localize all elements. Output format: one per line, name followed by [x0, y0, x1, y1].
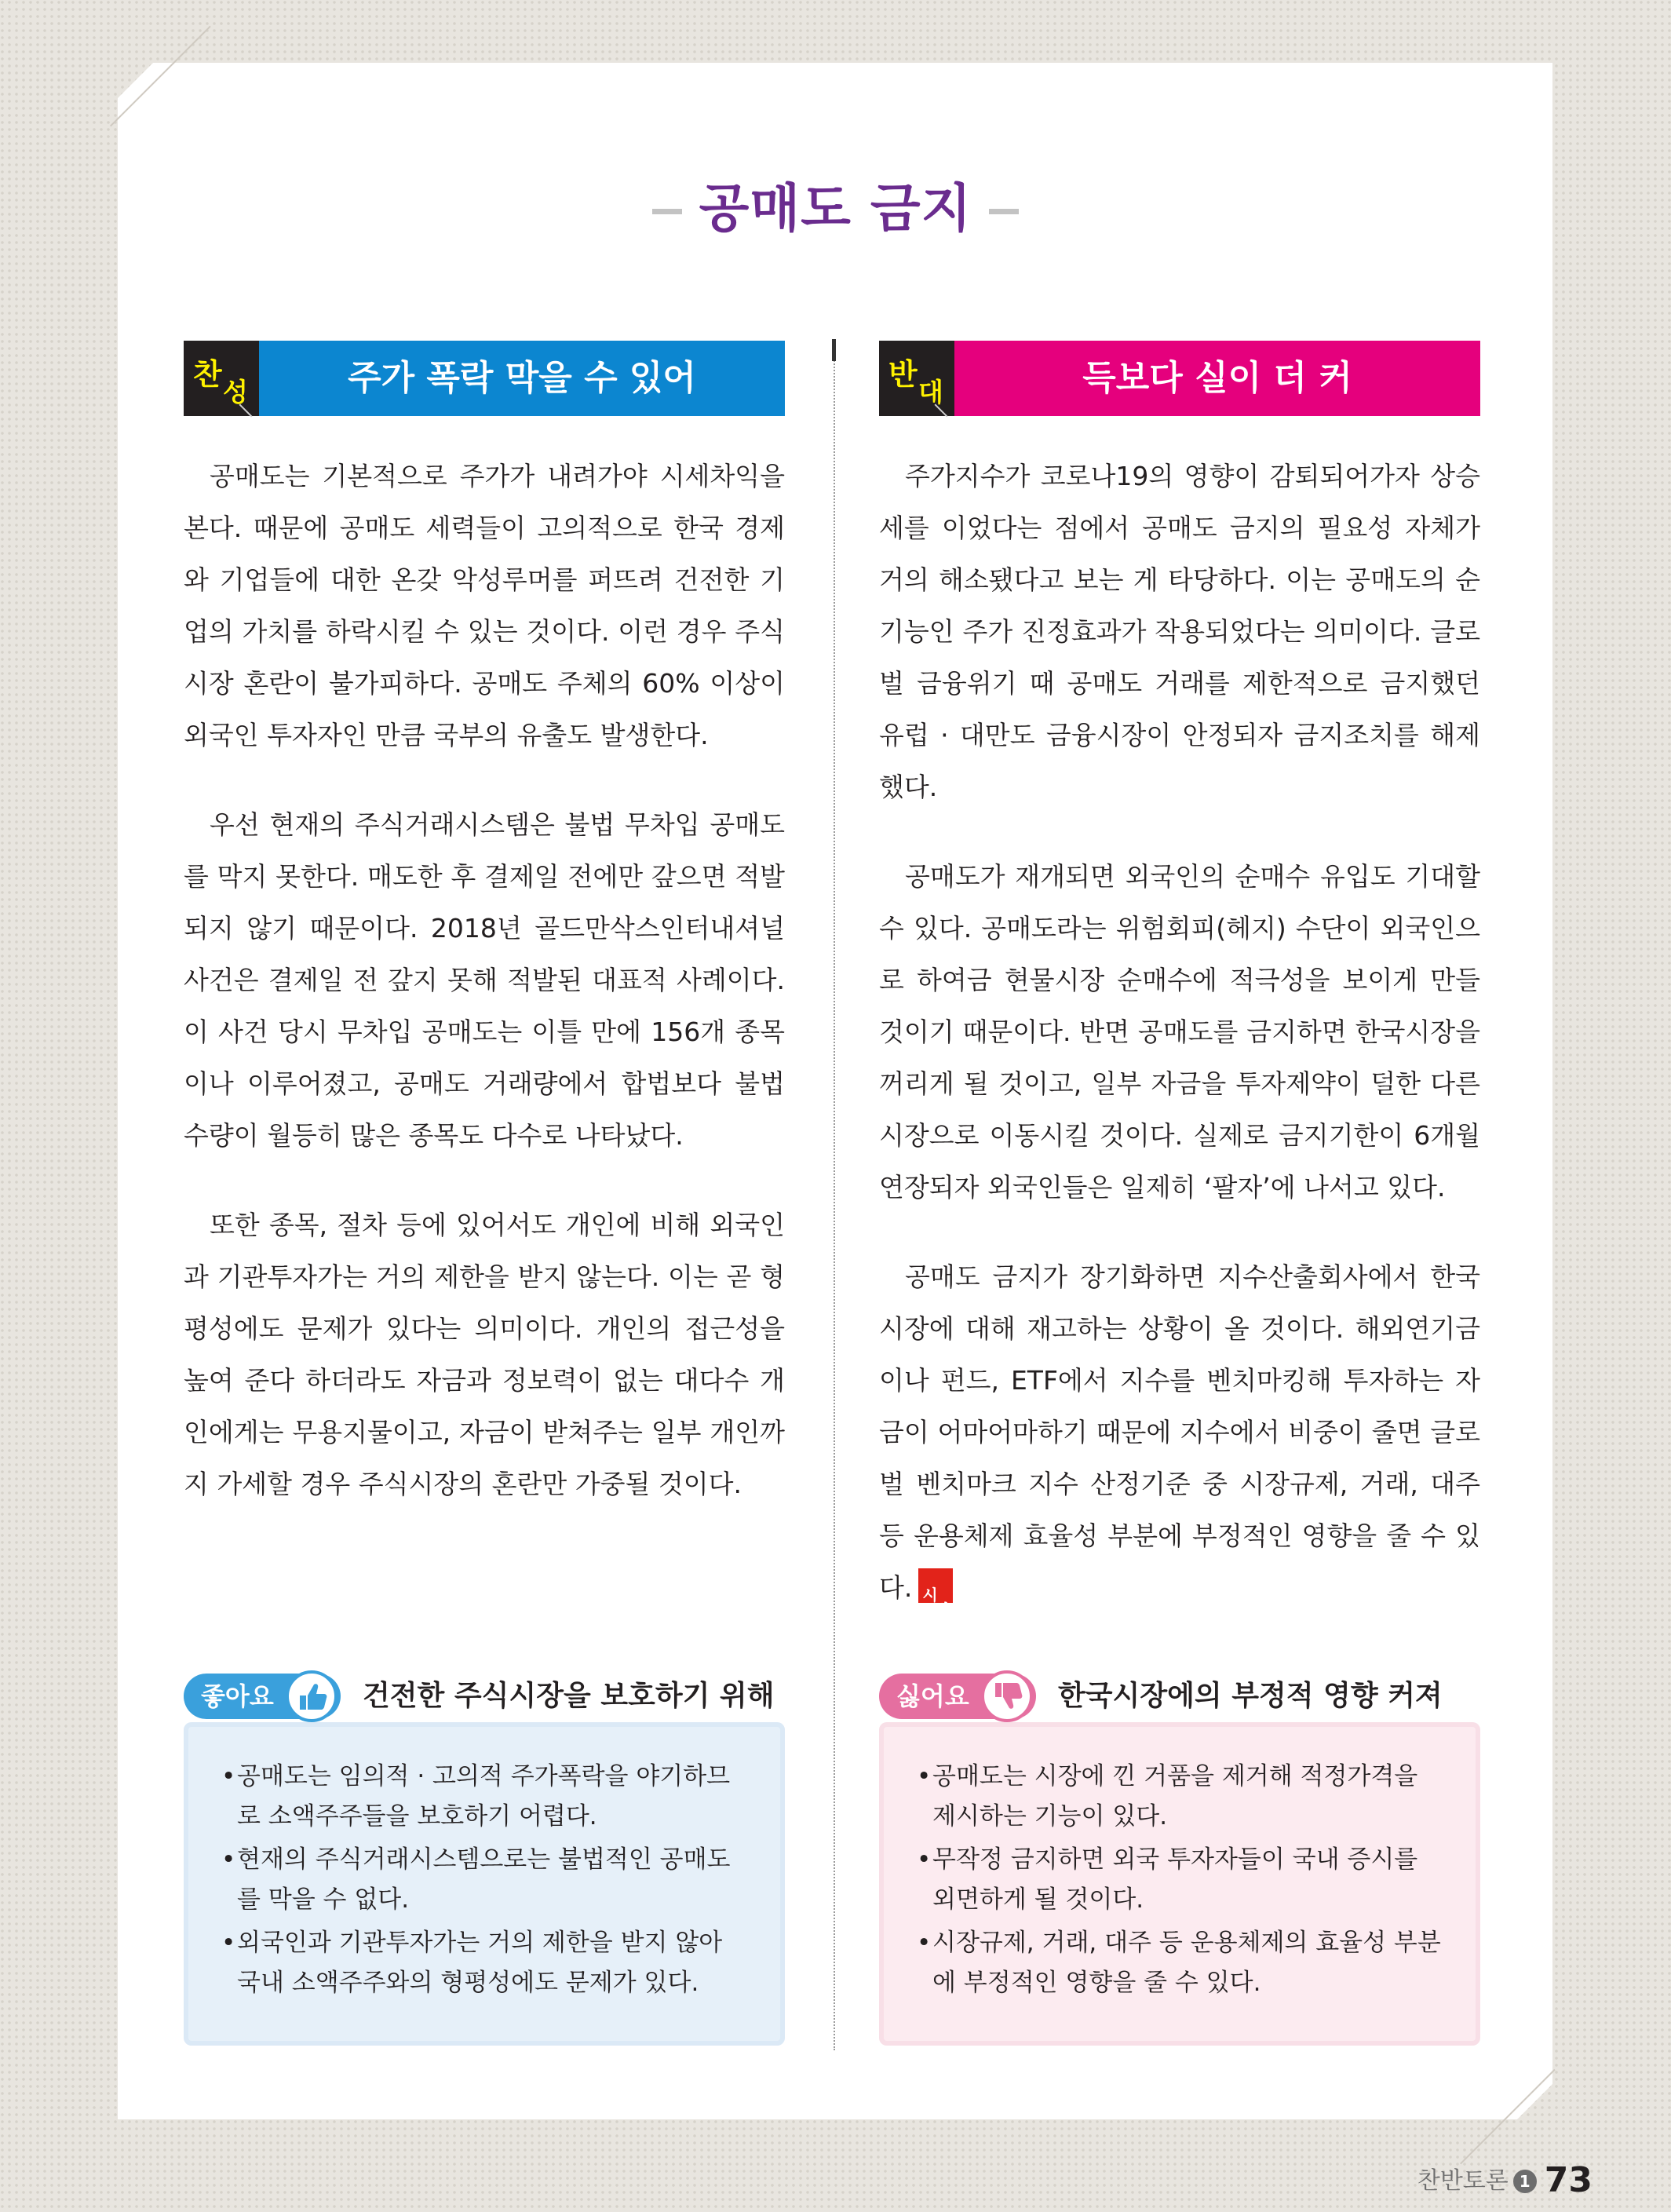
column-divider: [834, 339, 835, 2050]
pro-paragraph-1: 공매도는 기본적으로 주가가 내려가야 시세차익을 본다. 때문에 공매도 세력들이 고의적으로 한국 경제와 기업들에 대한 온갖 악성루머를 퍼뜨려 건전한 기업의 가치를 하락시킬 수 있는 것이다. 이런 경우 주식시장 혼란이 불가피하다. 공매도 주체의 60% 이상이 외국인 투자자인 만큼 국부의 유출도 발생한다.: [184, 461, 785, 750]
con-summary-item: • 무작정 금지하면 외국 투자자들이 국내 증시를 외면하게 될 것이다.: [932, 1840, 1449, 1920]
con-badge: [879, 341, 954, 416]
thumbs-down-icon: [981, 1670, 1033, 1722]
pro-summary-item: • 공매도는 임의적 · 고의적 주가폭락을 야기하므로 소액주주들을 보호하기 어렵다.: [237, 1757, 753, 1837]
book-title: 찬반토론: [1417, 2167, 1509, 2195]
con-headline: 득보다 실이 더 커: [954, 341, 1480, 416]
pro-summary-title: [184, 1670, 785, 1722]
pro-summary-item: • 외국인과 기관투자가는 거의 제한을 받지 않아 국내 소액주주와의 형평성에도 문제가 있다.: [237, 1923, 753, 2003]
like-tag-label: 좋아요: [201, 1681, 274, 1711]
pro-headline: 주가 폭락 막을 수 있어: [259, 341, 785, 416]
dislike-tag-label: 싫어요: [896, 1681, 969, 1711]
page-number: 73: [1544, 2160, 1593, 2200]
page-title: [0, 166, 1671, 241]
con-paragraph-1: 주가지수가 코로나19의 영향이 감퇴되어가자 상승세를 이었다는 점에서 공매도 금지의 필요성 자체가 거의 해소됐다고 보는 게 타당하다. 이는 공매도의 순기능인 주가 진정효과가 작용되었다는 의미이다. 글로벌 금융위기 때 공매도 거래를 제한적으로 금지했던 유럽 · 대만도 금융시장이 안정되자 금지조치를 해제했다.: [879, 461, 1480, 802]
con-paragraph-3: [879, 1251, 1480, 1619]
end-mark-char-1: 시: [922, 1586, 938, 1604]
pro-summary-list: [237, 1757, 753, 2003]
title-dash-left: [652, 209, 682, 214]
like-tag: [184, 1674, 341, 1719]
pro-badge-char-1: 찬: [193, 357, 222, 392]
end-mark-char-2: 대: [933, 1601, 949, 1619]
title-text: 공매도 금지: [699, 178, 972, 239]
pro-header: [184, 341, 785, 416]
con-body: [879, 451, 1480, 1652]
con-summary-item: • 공매도는 시장에 낀 거품을 제거해 적정가격을 제시하는 기능이 있다.: [932, 1757, 1449, 1837]
pro-badge-char-2: 성: [223, 377, 248, 407]
divider-tick: [832, 339, 836, 361]
page-footer: [1417, 2160, 1593, 2200]
con-paragraph-3-text: 공매도 금지가 장기화하면 지수산출회사에서 한국시장에 대해 재고하는 상황이 올 것이다. 해외연기금이나 펀드, ETF에서 지수를 벤치마킹해 투자하는 자금이 어마어마하기 때문에 지수에서 비중이 줄면 글로벌 벤치마크 지수 산정기준 중 시장규제, 거래, 대주 등 운용체제 효율성 부분에 부정적인 영향을 줄 수 있다.: [879, 1261, 1480, 1603]
pro-paragraph-2: 우선 현재의 주식거래시스템은 불법 무차입 공매도를 막지 못한다. 매도한 후 결제일 전에만 갚으면 적발되지 않기 때문이다. 2018년 골드만삭스인터내셔널 사건은 결제일 전 갚지 못해 적발된 대표적 사례이다. 이 사건 당시 무차입 공매도는 이틀 만에 156개 종목이나 이루어졌고, 공매도 거래량에서 합법보다 불법 수량이 월등히 많은 종목도 다수로 나타났다.: [184, 809, 785, 1151]
pro-summary-box: [184, 1722, 785, 2046]
pro-body: [184, 451, 785, 1548]
con-badge-char-2: 대: [918, 377, 943, 407]
con-summary-list: [932, 1757, 1449, 2003]
pro-badge: [184, 341, 259, 416]
thumbs-up-icon: [286, 1670, 337, 1722]
dislike-tag: [879, 1674, 1036, 1719]
con-paragraph-2: 공매도가 재개되면 외국인의 순매수 유입도 기대할 수 있다. 공매도라는 위험회피(헤지) 수단이 외국인으로 하여금 현물시장 순매수에 적극성을 보이게 만들 것이기 때문이다. 반면 공매도를 금지하면 한국시장을 꺼리게 될 것이고, 일부 자금을 투자제약이 덜한 다른 시장으로 이동시킬 것이다. 실제로 금지기한이 6개월 연장되자 외국인들은 일제히 ‘팔자’에 나서고 있다.: [879, 861, 1480, 1203]
con-summary-heading: 한국시장에의 부정적 영향 커져: [1058, 1680, 1443, 1712]
con-summary-box: [879, 1722, 1480, 2046]
pro-summary-item: • 현재의 주식거래시스템으로는 불법적인 공매도를 막을 수 없다.: [237, 1840, 753, 1920]
volume-number: 1: [1513, 2170, 1537, 2193]
con-summary-item: • 시장규제, 거래, 대주 등 운용체제의 효율성 부분에 부정적인 영향을 줄 수 있다.: [932, 1923, 1449, 2003]
con-summary-title: [879, 1670, 1480, 1722]
title-dash-right: [989, 209, 1019, 214]
end-mark-icon: [918, 1568, 953, 1619]
pro-summary-heading: 건전한 주식시장을 보호하기 위해: [363, 1680, 775, 1712]
con-header: [879, 341, 1480, 416]
con-badge-char-1: 반: [888, 357, 918, 392]
pro-paragraph-3: 또한 종목, 절차 등에 있어서도 개인에 비해 외국인과 기관투자가는 거의 제한을 받지 않는다. 이는 곧 형평성에도 문제가 있다는 의미이다. 개인의 접근성을 높여 준다 하더라도 자금과 정보력이 없는 대다수 개인에게는 무용지물이고, 자금이 받쳐주는 일부 개인까지 가세할 경우 주식시장의 혼란만 가중될 것이다.: [184, 1210, 785, 1499]
